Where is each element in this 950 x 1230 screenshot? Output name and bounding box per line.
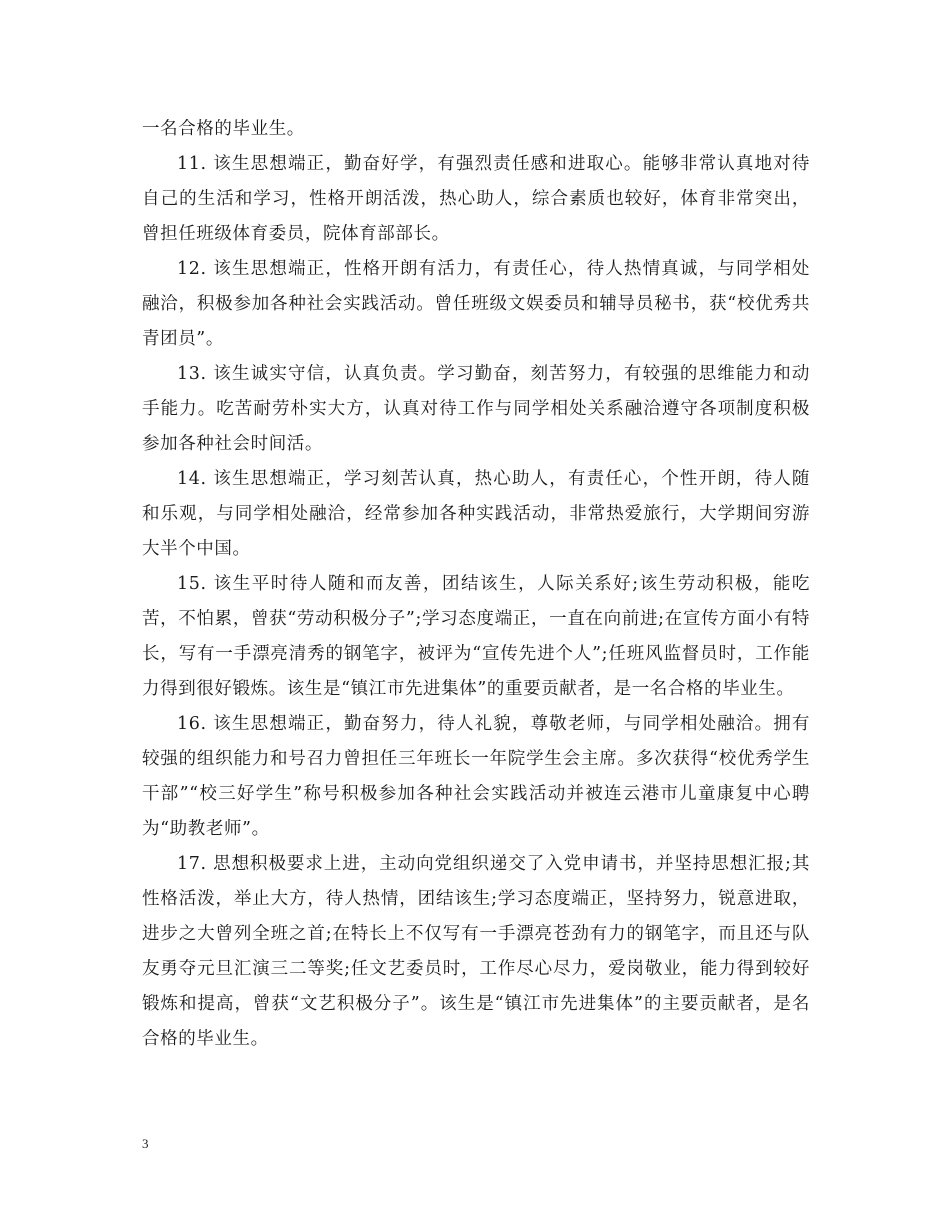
paragraph-11: 11. 该生思想端正，勤奋好学，有强烈责任感和进取心。能够非常认真地对待自己的生活和学习，性格开朗活泼，热心助人，综合素质也较好，体育非常突出，曾担任班级体育委员，院体育部部长。 [142, 154, 810, 244]
page-number: 3 [142, 1136, 149, 1151]
paragraph-15: 15. 该生平时待人随和而友善，团结该生，人际关系好;该生劳动积极，能吃苦，不怕累，曾获“劳动积极分子”;学习态度端正，一直在向前进;在宣传方面小有特长，写有一手漂亮清秀的钢笔字，被评为“宣传先进个人”;任班风监督员时，工作能力得到很好锻炼。该生是“镇江市先进集体”的重要贡献者，是一名合格的毕业生。 [142, 574, 810, 699]
paragraph-17: 17. 思想积极要求上进，主动向党组织递交了入党申请书，并坚持思想汇报;其性格活泼，举止大方，待人热情，团结该生;学习态度端正，坚持努力，锐意进取，进步之大曾列全班之首;在特长上不仅写有一手漂亮苍劲有力的钢笔字，而且还与队友勇夺元旦汇演三二等奖;任文艺委员时，工作尽心尽力，爱岗敬业，能力得到较好锻炼和提高，曾获“文艺积极分子”。该生是“镇江市先进集体”的主要贡献者，是名合格的毕业生。 [142, 854, 810, 1049]
document-body [142, 112, 810, 1057]
paragraph-continuation: 一名合格的毕业生。 [142, 119, 305, 139]
paragraph-12: 12. 该生思想端正，性格开朗有活力，有责任心，待人热情真诚，与同学相处融洽，积极参加各种社会实践活动。曾任班级文娱委员和辅导员秘书，获“校优秀共青团员”。 [142, 259, 810, 349]
paragraph-14: 14. 该生思想端正，学习刻苦认真，热心助人，有责任心，个性开朗，待人随和乐观，与同学相处融洽，经常参加各种实践活动，非常热爱旅行，大学期间穷游大半个中国。 [142, 469, 810, 559]
paragraph-13: 13. 该生诚实守信，认真负责。学习勤奋，刻苦努力，有较强的思维能力和动手能力。吃苦耐劳朴实大方，认真对待工作与同学相处关系融洽遵守各项制度积极参加各种社会时间活。 [142, 364, 810, 454]
paragraph-16: 16. 该生思想端正，勤奋努力，待人礼貌，尊敬老师，与同学相处融洽。拥有较强的组织能力和号召力曾担任三年班长一年院学生会主席。多次获得“校优秀学生干部”“校三好学生”称号积极参加各种社会实践活动并被连云港市儿童康复中心聘为“助教老师”。 [142, 714, 810, 839]
